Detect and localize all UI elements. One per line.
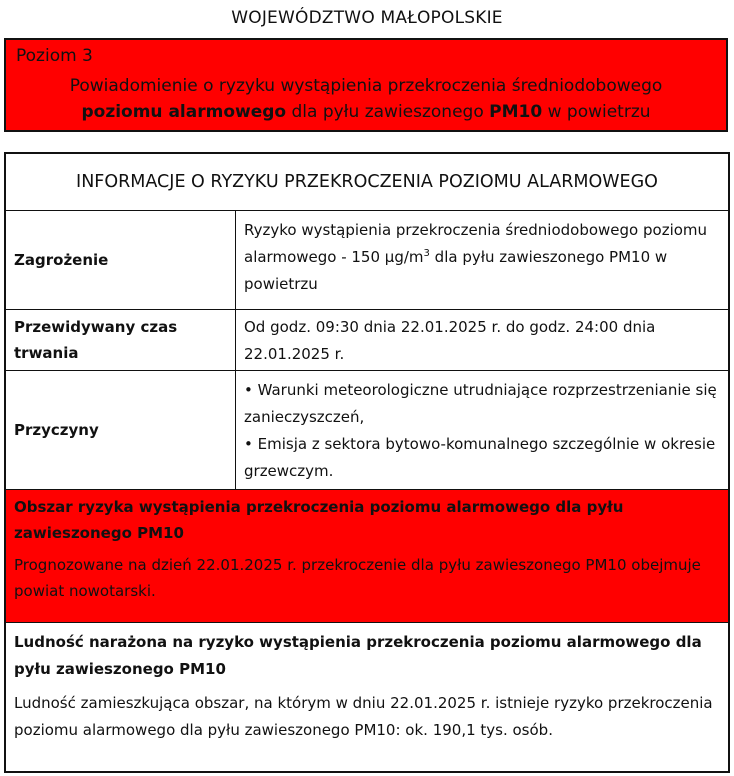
threat-row [6,211,728,310]
voivodeship-title: WOJEWÓDZTWO MAŁOPOLSKIE [231,8,503,28]
alert-title-part2: dla pyłu zawieszonego [286,102,490,122]
alert-title-bold1: poziomu alarmowego [81,102,287,122]
risk-area-title: Obszar ryzyka wystąpienia przekroczenia poziomu alarmowego dla pyłu zawieszonego PM10 [14,498,624,542]
duration-value: Od godz. 09:30 dnia 22.01.2025 r. do godz. 24:00 dnia 22.01.2025 r. [244,318,656,363]
threat-label: Zagrożenie [6,211,236,309]
causes-row [6,371,728,490]
info-table [4,152,730,773]
threat-value-rest: dla pyłu zawieszonego PM10 w powietrzu [244,248,668,293]
cause-item: • Warunki meteorologiczne utrudniające rozprzestrzenianie się zanieczyszczeń, [244,381,717,426]
population-text: Ludność zamieszkująca obszar, na którym w dniu 22.01.2025 r. istnieje ryzyko przekroczenia poziomu alarmowego dla pyłu zawieszonego PM10: ok. 190,1 tys. osób. [14,694,713,739]
alert-level: Poziom 3 [16,46,93,66]
threat-value-text: Ryzyko wystąpienia przekroczenia średniodobowego poziomu alarmowego - 150 µg/m [244,221,708,266]
duration-label: Przewidywany czas trwania [6,310,236,370]
alert-title-bold2: PM10 [489,102,543,122]
alert-title-part3: w powietrzu [542,102,651,122]
threat-value-sup: 3 [423,248,430,259]
risk-area-text: Prognozowane na dzień 22.01.2025 r. przekroczenie dla pyłu zawieszonego PM10 obejmuje powiat nowotarski. [14,556,701,600]
causes-value [236,371,728,489]
population-section [6,623,728,771]
alert-title-part1: Powiadomienie o ryzyku wystąpienia przekroczenia średniodobowego [69,76,663,96]
cause-item: • Emisja z sektora bytowo-komunalnego szczególnie w okresie grzewczym. [244,435,716,480]
alert-banner [4,38,728,132]
risk-area-section [6,490,728,623]
info-header: INFORMACJE O RYZYKU PRZEKROCZENIA POZIOMU ALARMOWEGO [6,154,728,211]
population-title: Ludność narażona na ryzyko wystąpienia przekroczenia poziomu alarmowego dla pyłu zawieszonego PM10 [14,633,702,678]
alert-title [6,73,726,125]
causes-label: Przyczyny [6,371,236,489]
threat-value [236,211,728,309]
duration-row [6,310,728,371]
